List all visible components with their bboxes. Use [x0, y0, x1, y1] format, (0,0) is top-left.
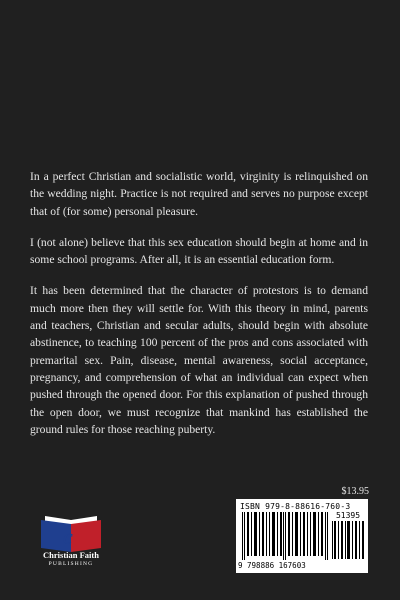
paragraph-3: It has been determined that the character of protestors is to demand much more then they will settle for. With this theory in mind, parents and teachers, Christian and secular adults, should begin with absolute abstinence, to teaching 100 percent of the pros and cons associated with premarital sex. Pain, disease, mental awareness, social acceptance, pregnancy, and comprehension of what an individual can expect when pushed through the opened door. For this explanation of pushed through the open door, we must recognize that mankind has established the ground rules for those reaching puberty. — [30, 284, 368, 436]
paragraph-2: I (not alone) believe that this sex education should begin at home and in some school programs. After all, it is an essential education form. — [30, 235, 368, 267]
logo-letter-f: f — [72, 524, 79, 549]
barcode-addon-bars — [332, 521, 364, 559]
price-label: $13.95 — [341, 486, 369, 497]
barcode-digits: 9 798886 167603 — [238, 561, 306, 570]
publisher-name: Christian Faith — [43, 550, 99, 560]
isbn-barcode — [236, 499, 368, 573]
barcode-addon-digits: 51395 — [335, 511, 361, 520]
logo-letter-c: c — [63, 524, 73, 549]
paragraph-1: In a perfect Christian and socialistic world, virginity is relinquished on the wedding night. Practice is not required and serves no purpose except that of (for some) personal pleasure. — [30, 170, 368, 218]
isbn-label: ISBN 979-8-88616-760-3 — [240, 502, 351, 511]
back-cover-text — [30, 168, 368, 452]
publisher-subtitle: PUBLISHING — [48, 561, 94, 567]
barcode-bars — [242, 512, 328, 560]
